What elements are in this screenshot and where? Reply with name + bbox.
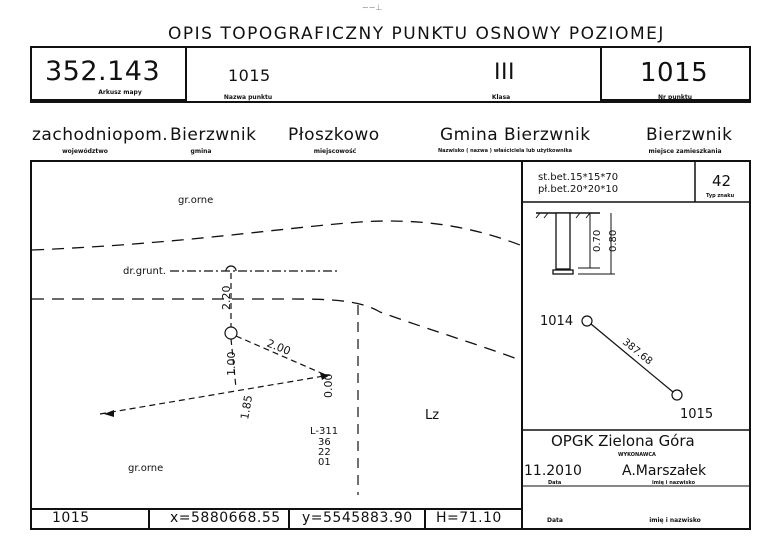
pillar [556,213,570,269]
map-label-36: 36 [318,437,331,448]
gmina-value: Bierzwnik [170,125,257,145]
boundary-line-2 [315,308,358,505]
gmina-label: gmina [190,148,212,155]
page-title: OPIS TOPOGRAFICZNY PUNKTU OSNOWY POZIOMEJ [168,24,665,44]
footer-div-1 [148,508,150,530]
footer-div-2 [288,508,290,530]
zamieszkanie-value: Bierzwnik [646,125,733,145]
sketch-distance: 387.68 [620,336,655,368]
znak-line2: pł.bet.20*20*10 [538,184,619,195]
map-label-22: 22 [318,447,331,458]
sketch-point-a: 1014 [540,314,574,329]
map-label-000: 0.00 [322,373,335,398]
znak-typ-value: 42 [712,172,732,190]
wlasciciel-label: Nazwisko ( nazwa ) właściciela lub użytkownika [437,148,573,154]
znak-dim-070: 0.70 [592,229,603,252]
nr-punktu-label: Nr punktu [657,94,693,101]
sketch-point-b: 1015 [680,407,714,422]
map-label-l311: L-311 [310,426,339,437]
map-label-drgrunt: dr.grunt. [123,266,166,277]
reference-marker [226,266,236,271]
miejscowosc-value: Płoszkowo [288,125,380,145]
wykonawca-osoba-value: A.Marszałek [622,463,707,479]
miejscowosc-label: miejscowość [313,148,357,155]
klasa-value: III [494,60,515,85]
arkusz-value: 352.143 [45,56,161,87]
map-label-100: 1.00 [225,351,238,376]
stray-mark: ∼∽⊥ [362,3,383,12]
wykonawca-osoba-label: imię i nazwisko [652,480,696,486]
map-label-200: 2.00 [264,336,293,358]
point-1015 [672,390,682,400]
map-label-220: 2.20 [220,285,233,310]
footer-x: x=5880668.55 [170,510,281,526]
footer-h: H=71.10 [436,510,502,526]
map-label-185: 1.85 [238,394,256,421]
measure-185 [100,375,330,414]
wykonawca-label: WYKONAWCA [618,452,656,458]
map-label-grorne-top: gr.orne [178,195,214,206]
plate [553,270,573,274]
nazwa-label: Nazwa punktu [223,94,273,101]
footer-punkt: 1015 [52,510,90,526]
footer-y: y=5545883.90 [302,510,413,526]
map-label-01: 01 [318,457,331,468]
point-marker [225,327,237,339]
znak-dim-080: 0.80 [608,229,619,252]
wykonawca-firma: OPGK Zielona Góra [551,432,695,450]
wykonawca-data-value: 11.2010 [524,463,582,479]
wykonawca-data-label: Data [548,480,562,486]
wlasciciel-value: Gmina Bierzwnik [440,125,591,145]
arkusz-label: Arkusz mapy [98,89,142,96]
klasa-label: Klasa [491,94,511,101]
nazwa-value: 1015 [228,66,271,85]
nr-punktu-value: 1015 [640,58,709,88]
footer-imie-label: imię i nazwisko [649,517,701,524]
footer-data-label: Data [547,517,563,524]
znak-typ-label: Typ znaku [706,193,735,199]
zamieszkanie-label: miejsce zamieszkania [648,148,722,155]
wojewodztwo-value: zachodniopom. [32,125,169,145]
point-1014 [582,316,592,326]
traverse-line [591,324,673,392]
map-label-lz: Lz [425,408,440,423]
znak-line1: st.bet.15*15*70 [538,172,619,183]
road-edge-upper [32,221,520,250]
footer-div-3 [424,508,426,530]
wojewodztwo-label: województwo [62,148,108,155]
arrow-left [104,410,114,417]
map-label-grorne-bottom: gr.orne [128,463,164,474]
